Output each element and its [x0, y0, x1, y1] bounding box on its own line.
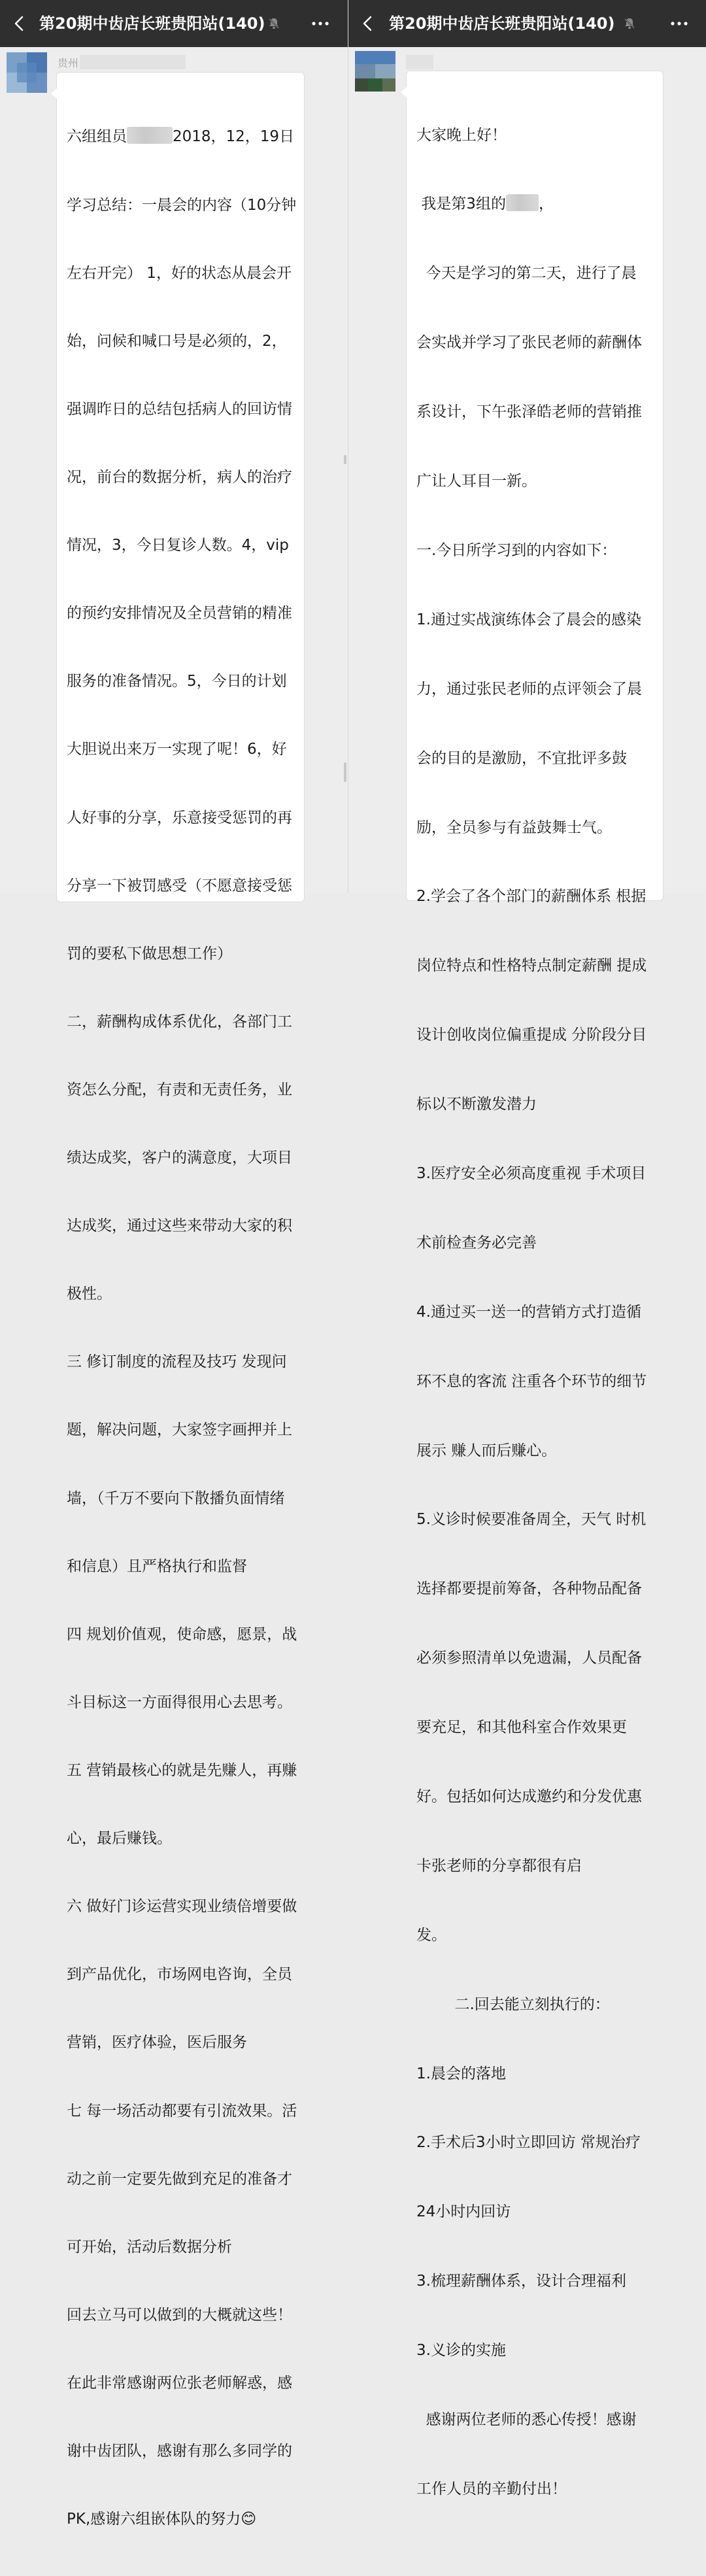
message-line: 斗目标这一方面得很用心去思考。 — [67, 1693, 292, 1711]
message-line: 左右开完） 1，好的状态从晨会开 — [67, 264, 292, 282]
message-line: 罚的要私下做思想工作） — [67, 945, 232, 962]
message-line: 选择都要提前筹备，各种物品配备 — [416, 1580, 642, 1598]
message-line: 发。 — [416, 1926, 446, 1944]
message-line: 情况，3，今日复诊人数。4，vip — [67, 537, 289, 554]
chat-title-bar — [348, 0, 706, 47]
message-line: 2.手术后3小时立即回访 常规治疗 — [416, 2134, 641, 2152]
message-text — [416, 78, 659, 2547]
message-line: 必须参照清单以免遗漏，人员配备 — [416, 1650, 642, 1667]
message-line: 要充足，和其他科室合作效果更 — [416, 1719, 627, 1737]
chat-title-bar — [0, 0, 348, 47]
smile-emoji-icon: 😊 — [241, 2511, 257, 2528]
message-line: 可开始，活动后数据分析 — [67, 2238, 232, 2256]
message-line: 极性。 — [67, 1285, 112, 1303]
message-line: 六 做好门诊运营实现业绩倍增要做 — [67, 1898, 297, 1916]
scroll-marker — [344, 762, 346, 782]
message-line: 四 规划价值观，使命感，愿景，战 — [67, 1625, 297, 1643]
message-bubble[interactable] — [406, 71, 664, 2498]
message-line: 大家晚上好！ — [416, 126, 507, 144]
message-line: 和信息）且严格执行和监督 — [67, 1557, 247, 1575]
message-line: 二.回去能立刻执行的： — [416, 1995, 610, 2013]
message-line: 3.义诊的实施 — [416, 2342, 506, 2360]
message-line: 工作人员的辛勤付出！ — [416, 2480, 567, 2498]
message-line: 谢中齿团队，感谢有那么多同学的 — [67, 2443, 292, 2460]
message-line: 1.晨会的落地 — [416, 2065, 506, 2082]
bubble-tail — [51, 88, 57, 99]
message-line: 五 营销最核心的就是先赚人，再赚 — [67, 1762, 297, 1780]
message-line: 题，解决问题，大家签字画押并上 — [67, 1421, 292, 1439]
message-line: 二，薪酬构成体系优化，各部门工 — [67, 1013, 292, 1030]
message-line: 会的目的是激励，不宜批评多鼓 — [416, 749, 627, 767]
bubble-tail — [401, 87, 407, 97]
bell-muted-icon — [267, 17, 280, 30]
message-line: 学习总结：一晨会的内容（10分钟 — [67, 196, 297, 214]
sender-name-blurred — [80, 55, 186, 69]
message-line: 我是第3组的 ， — [416, 195, 554, 213]
message-line: 环不息的客流 注重各个环节的细节 — [416, 1372, 647, 1390]
avatar[interactable] — [355, 51, 395, 92]
message-line: 心，最后赚钱。 — [67, 1830, 172, 1848]
more-dots-icon[interactable] — [669, 13, 690, 34]
message-line: 术前检查务必完善 — [416, 1234, 537, 1251]
message-line: 三 修订制度的流程及技巧 发现问 — [67, 1353, 287, 1371]
message-line: 卡张老师的分享都很有启 — [416, 1857, 582, 1874]
message-line: 强调昨日的总结包括病人的回访情 — [67, 400, 292, 418]
message-line: 广让人耳目一新。 — [416, 473, 537, 490]
message-line: 墙，（千万不要向下散播负面情绪 — [67, 1489, 285, 1507]
message-line: 的预约安排情况及全员营销的精准 — [67, 605, 292, 622]
left-chat-screen — [0, 0, 348, 2528]
sender-name-blurred — [406, 55, 433, 69]
message-line: 达成奖，通过这些来带动大家的积 — [67, 1217, 292, 1235]
message-line: 展示 赚人而后赚心。 — [416, 1442, 557, 1459]
message-line: 24小时内回访 — [416, 2203, 511, 2221]
right-chat-screen — [348, 0, 706, 2498]
message-line: 力，通过张民老师的点评领会了晨 — [416, 680, 642, 698]
message-line: 营销，医疗体验，医后服务 — [67, 2034, 247, 2052]
message-line: 在此非常感谢两位张老师解惑，感 — [67, 2375, 292, 2392]
message-line: 七 每一场活动都要有引流效果。活 — [67, 2102, 297, 2120]
message-line: 设计创收岗位偏重提成 分阶段分目 — [416, 1026, 647, 1044]
chevron-left-icon[interactable] — [12, 16, 27, 31]
message-line: 一.今日所学习到的内容如下： — [416, 541, 617, 559]
message-line: 六组组员 2018，12，19日 — [67, 128, 295, 146]
message-line: 人好事的分享，乐意接受惩罚的再 — [67, 809, 292, 826]
message-line: PK,感谢六组嵌体队的努力😊 — [67, 2511, 257, 2528]
message-line: 资怎么分配，有责和无责任务，业 — [67, 1081, 292, 1098]
message-line: 4.通过买一送一的营销方式打造循 — [416, 1303, 641, 1321]
message-line: 大胆说出来万一实现了呢！6，好 — [67, 741, 287, 758]
message-line: 3.梳理薪酬体系，设计合理福利 — [416, 2273, 626, 2290]
message-bubble[interactable] — [56, 72, 305, 2528]
message-line: 系设计，下午张泽皓老师的营销推 — [416, 403, 642, 421]
message-line: 始，问候和喊口号是必须的，2， — [67, 332, 287, 350]
message-line: 回去立马可以做到的大概就这些！ — [67, 2306, 292, 2324]
chevron-left-icon[interactable] — [360, 16, 376, 31]
message-line: 今天是学习的第二天，进行了晨 — [416, 265, 637, 282]
message-line: 动之前一定要先做到充足的准备才 — [67, 2170, 292, 2188]
bell-muted-icon — [623, 17, 636, 30]
message-line: 标以不断激发潜力 — [416, 1096, 537, 1113]
scroll-marker — [344, 455, 346, 464]
message-line: 绩达成奖，客户的满意度，大项目 — [67, 1149, 292, 1167]
chat-title: 第20期中齿店长班贵阳站(140) — [39, 14, 265, 33]
blurred-name — [127, 127, 173, 144]
message-line: 会实战并学习了张民老师的薪酬体 — [416, 334, 642, 352]
message-line: 服务的准备情况。5，今日的计划 — [67, 673, 287, 690]
message-line: 分享一下被罚感受（不愿意接受惩 — [67, 877, 292, 894]
more-dots-icon[interactable] — [310, 13, 331, 34]
message-line: 励，全员参与有益鼓舞士气。 — [416, 819, 612, 836]
chat-title: 第20期中齿店长班贵阳站(140) — [389, 14, 615, 33]
avatar[interactable] — [7, 52, 47, 93]
message-line: 岗位特点和性格特点制定薪酬 提成 — [416, 957, 647, 975]
message-text — [67, 80, 300, 2576]
message-line: 2.学会了各个部门的薪酬体系 根据 — [416, 888, 647, 906]
message-line: 况，前台的数据分析，病人的治疗 — [67, 468, 292, 486]
message-line: 5.义诊时候要准备周全，天气 时机 — [416, 1511, 647, 1529]
message-line: 到产品优化，市场网电咨询，全员 — [67, 1966, 292, 1984]
message-line: 1.通过实战演练体会了晨会的感染 — [416, 611, 641, 628]
message-line: 3.医疗安全必须高度重视 手术项目 — [416, 1164, 647, 1182]
blurred-name — [506, 194, 539, 211]
message-line: 感谢两位老师的悉心传授！感谢 — [416, 2411, 637, 2428]
message-line: 好。包括如何达成邀约和分发优惠 — [416, 1788, 642, 1805]
sender-name: 贵州 — [58, 57, 79, 69]
